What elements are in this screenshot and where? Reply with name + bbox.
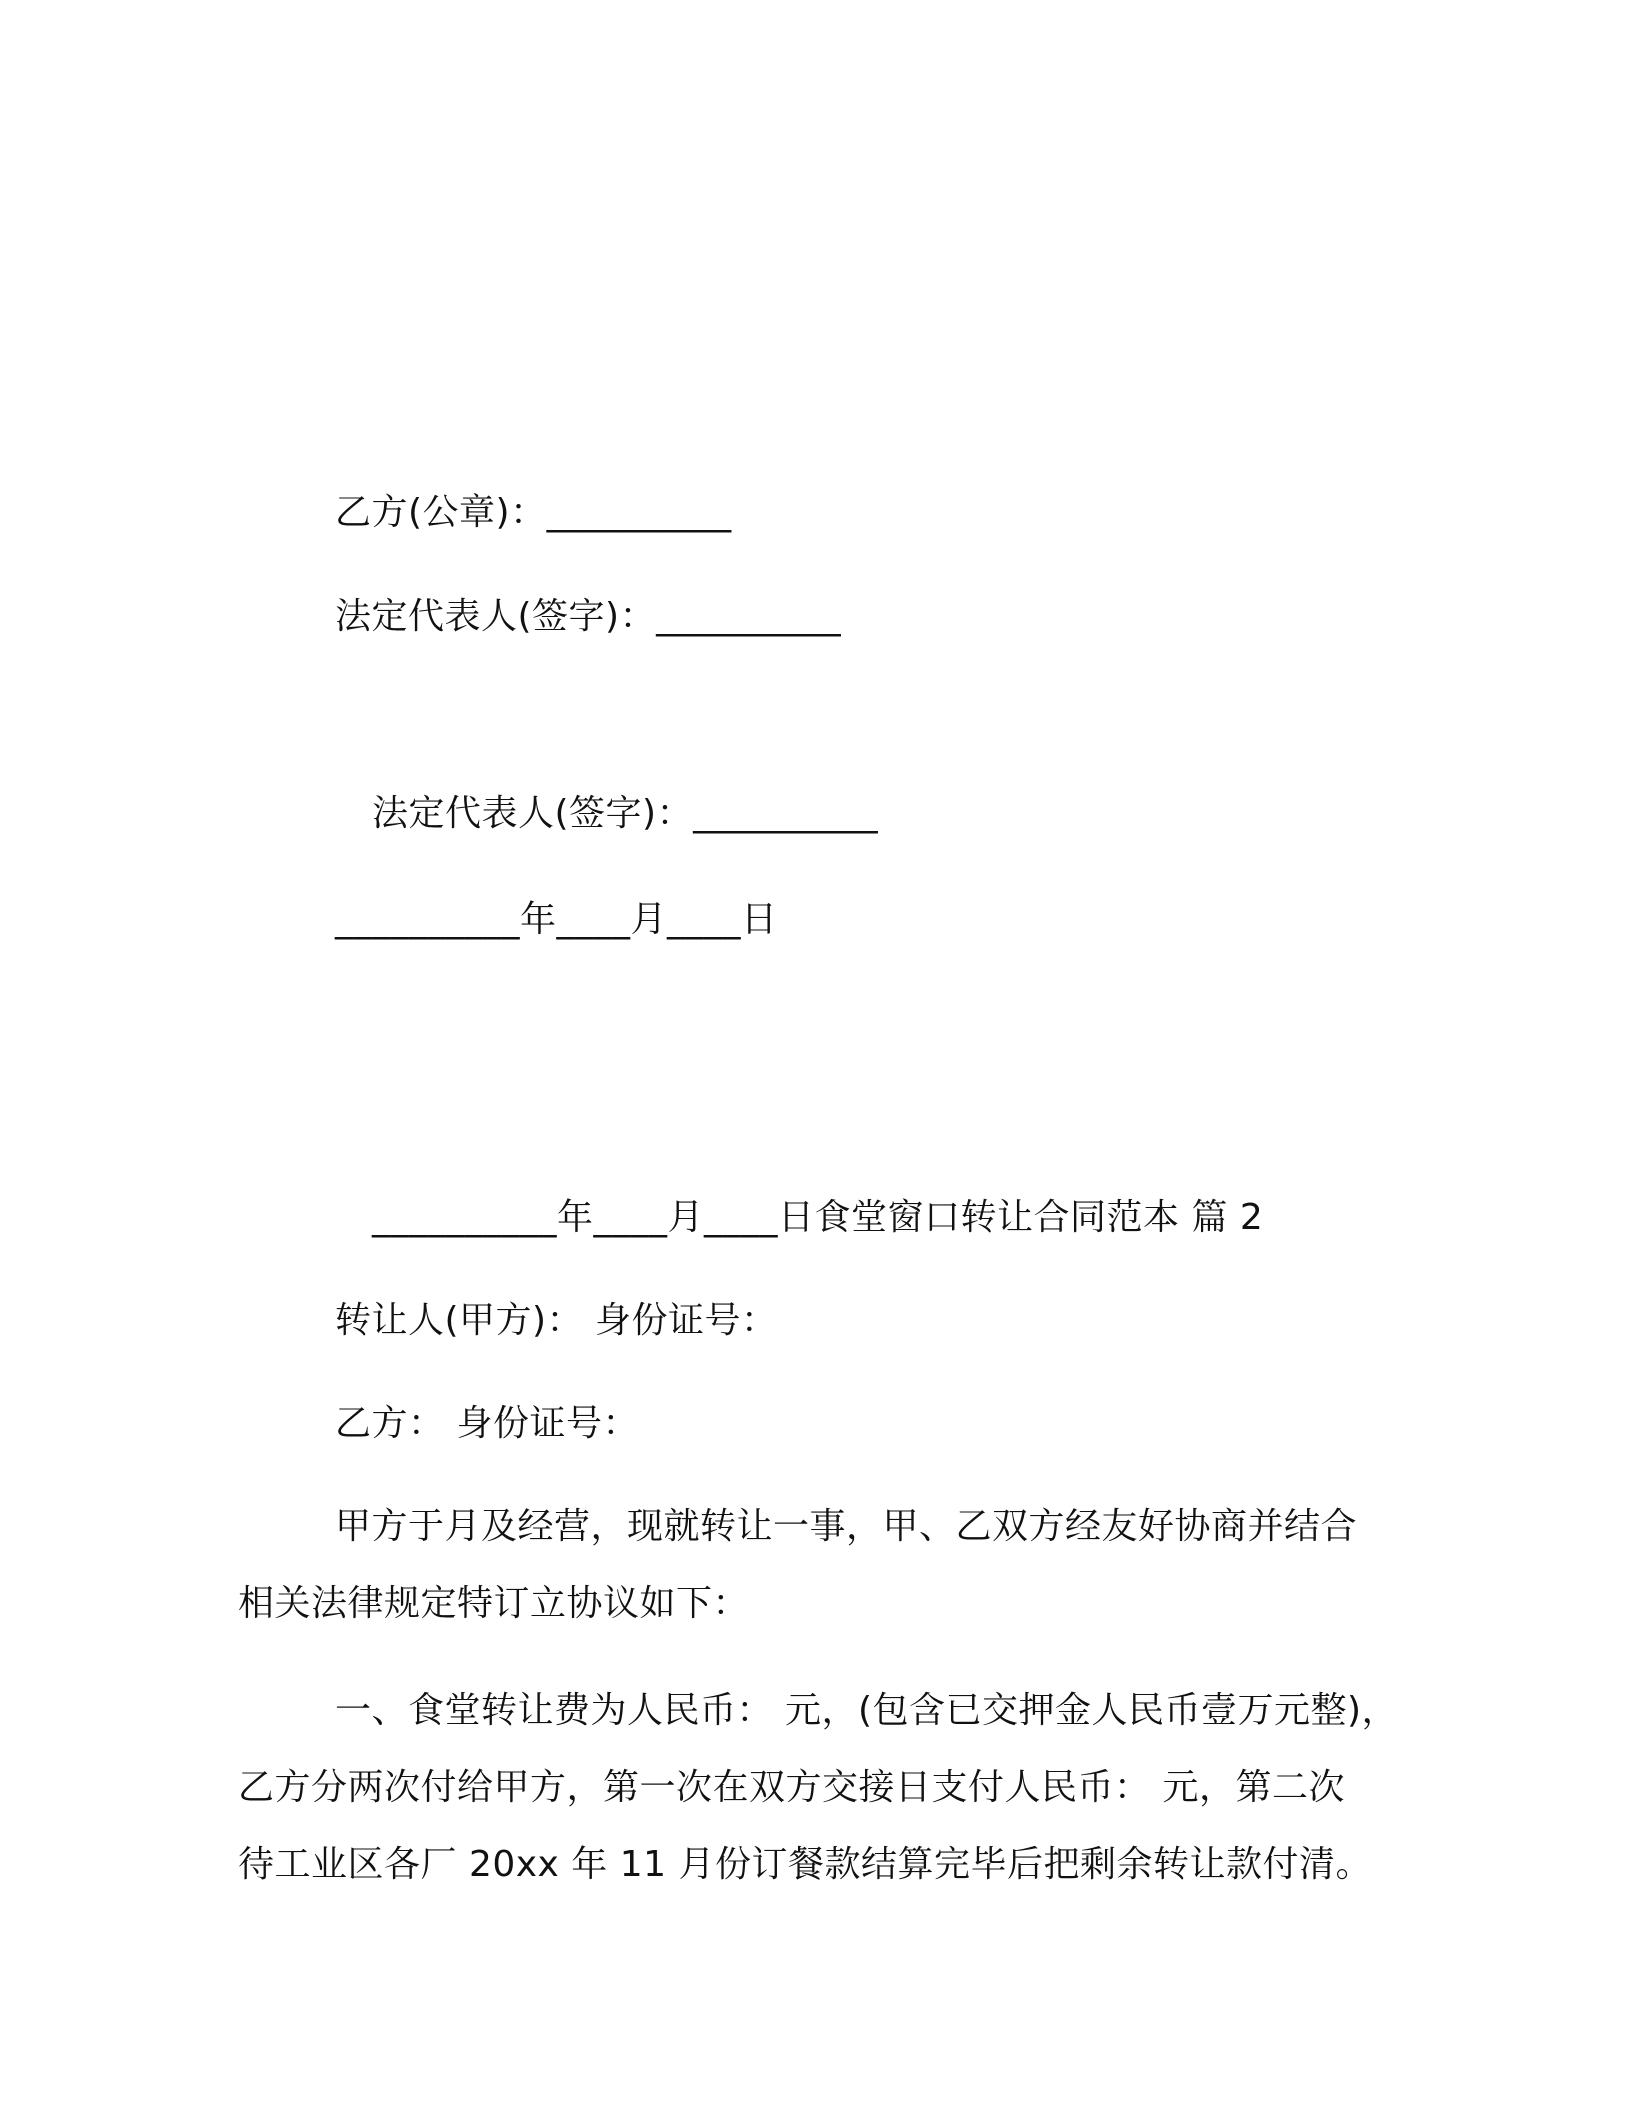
- party-b-seal-line: 乙方(公章)：__________: [335, 492, 732, 533]
- section-title: __________年____月____日食堂窗口转让合同范本 篇 2: [372, 1197, 1264, 1238]
- transferor-line: 转让人(甲方)： 身份证号：: [335, 1300, 778, 1341]
- legal-rep-signature-line: 法定代表人(签字)：__________: [335, 596, 842, 637]
- paragraph-intro-line-1: 甲方于月及经营，现就转让一事，甲、乙双方经友好协商并结合: [335, 1506, 1358, 1547]
- paragraph-intro-line-2: 相关法律规定特订立协议如下：: [238, 1583, 750, 1624]
- legal-rep-signature-line-2: 法定代表人(签字)：__________: [372, 793, 879, 834]
- clause-1-line-1: 一、食堂转让费为人民币： 元，(包含已交押金人民币壹万元整)，: [335, 1690, 1399, 1731]
- clause-1-line-2: 乙方分两次付给甲方，第一次在双方交接日支付人民币： 元，第二次: [238, 1767, 1345, 1808]
- party-b-id-line: 乙方： 身份证号：: [335, 1403, 639, 1444]
- date-line: __________年____月____日: [335, 899, 778, 940]
- clause-1-line-3: 待工业区各厂 20xx 年 11 月份订餐款结算完毕后把剩余转让款付清。: [238, 1844, 1373, 1885]
